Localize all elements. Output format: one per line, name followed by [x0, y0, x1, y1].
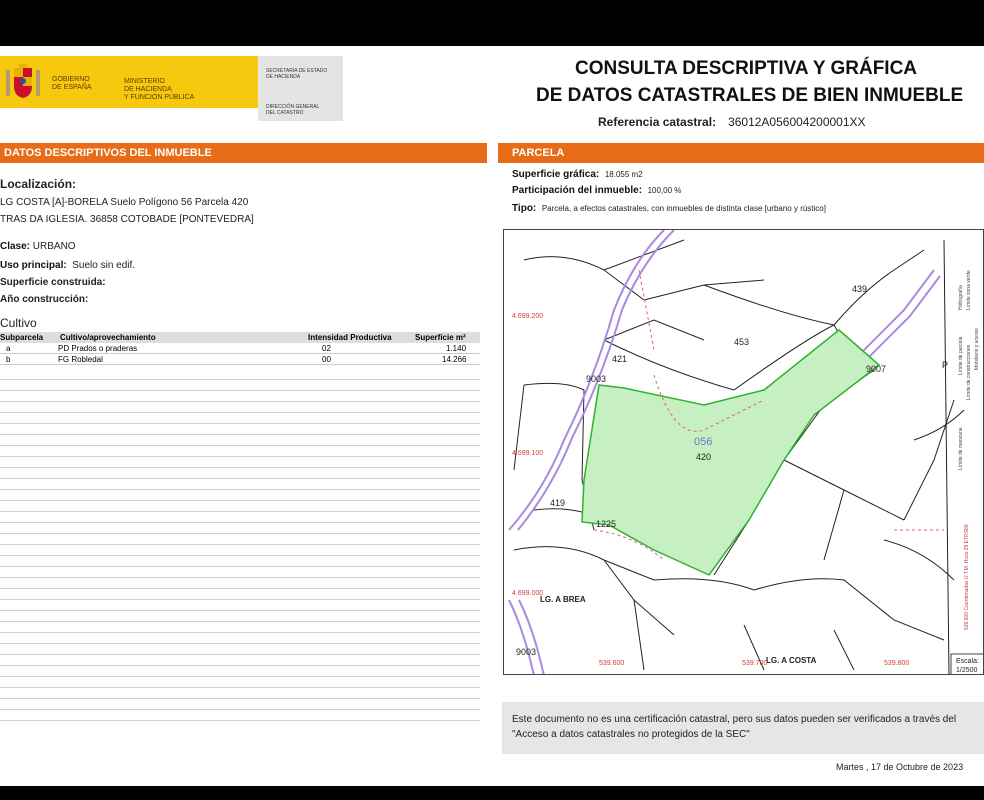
use-value: Suelo sin edif.	[72, 260, 136, 271]
col-cultivo: Cultivo/aprovechamiento	[60, 333, 156, 342]
cell-superficie: 1.140	[446, 344, 467, 353]
map-label-9007: 9007	[866, 364, 887, 374]
cell-intensidad: 02	[322, 344, 331, 353]
participation-label: Participación del inmueble:	[512, 185, 643, 196]
empty-table-lines	[0, 369, 480, 731]
empty-table-line	[0, 391, 480, 402]
coord-y-4699100: 4.699.100	[512, 450, 544, 457]
participation-row	[512, 185, 681, 196]
logo-text-direccion-2: DEL CATASTRO	[266, 110, 304, 116]
class-row	[0, 241, 76, 252]
empty-table-line	[0, 666, 480, 677]
coord-x-539600: 539.600	[599, 660, 625, 667]
empty-table-line	[0, 512, 480, 523]
legend-limite-parcela: Límite de parcela	[958, 336, 964, 375]
cadastral-reference-value: 36012A056004200001XX	[728, 115, 866, 129]
empty-table-line	[0, 479, 480, 490]
col-intensidad: Intensidad Productiva	[308, 333, 392, 342]
empty-table-line	[0, 446, 480, 457]
participation-value: 100,00 %	[647, 186, 682, 195]
empty-table-line	[0, 622, 480, 633]
map-label-453: 453	[734, 337, 750, 347]
built-area-label: Superficie construida:	[0, 277, 106, 288]
type-label: Tipo:	[512, 203, 537, 214]
logo-text-direccion-1: DIRECCIÓN GENERAL	[266, 104, 320, 110]
empty-table-line	[0, 600, 480, 611]
empty-table-line	[0, 457, 480, 468]
table-row	[0, 354, 480, 365]
document-date: Martes , 17 de Octubre de 2023	[836, 762, 964, 772]
cadastral-document	[0, 46, 984, 786]
col-superficie: Superficie m²	[415, 333, 466, 342]
map-label-a-brea: LG. A BREA	[540, 595, 586, 604]
empty-table-line	[0, 677, 480, 688]
empty-table-line	[0, 424, 480, 435]
empty-table-line	[0, 413, 480, 424]
legend-mobiliario: Mobiliario y aceras	[974, 328, 980, 370]
section-bar-descriptive-data: DATOS DESCRIPTIVOS DEL INMUEBLE	[0, 143, 487, 163]
use-row	[0, 260, 135, 271]
logo-text-secretaria-2: DE HACIENDA	[266, 74, 301, 80]
location-line1: LG COSTA [A]-BORELA Suelo Polígono 56 Parcela 420	[0, 197, 249, 208]
location-label: Localización:	[0, 177, 77, 191]
crop-section-label: Cultivo	[0, 316, 37, 330]
legend-hidrografia: Hidrografía	[958, 285, 964, 310]
graphic-area-value: 18.055 m2	[604, 170, 643, 179]
logo-text-ministerio: MINISTERIO	[124, 78, 165, 85]
map-label-9003: 9003	[586, 374, 607, 384]
crop-table-header	[0, 332, 480, 343]
empty-table-line	[0, 589, 480, 600]
map-label-p: P	[942, 360, 949, 370]
map-label-420: 420	[696, 452, 712, 462]
empty-table-line	[0, 710, 480, 721]
cell-superficie: 14.266	[442, 355, 467, 364]
logo-text-de-hacienda: DE HACIENDA	[124, 86, 172, 93]
map-label-1225: 1225	[596, 519, 617, 529]
location-line2: TRAS DA IGLESIA. 36858 COTOBADE [PONTEVEDRA]	[0, 214, 254, 225]
empty-table-line	[0, 380, 480, 391]
legend-limite-zona: Límite zona verde	[966, 270, 972, 310]
coord-y-4699000: 4.699.000	[512, 590, 544, 597]
empty-table-line	[0, 556, 480, 567]
map-label-056: 056	[694, 436, 713, 448]
parcel-420-area[interactable]	[582, 330, 879, 575]
use-label: Uso principal:	[0, 260, 67, 271]
logo-text-funcion-publica: Y FUNCIÓN PÚBLICA	[124, 94, 195, 101]
document-title-line2: DE DATOS CATASTRALES DE BIEN INMUEBLE	[536, 85, 964, 106]
government-logo	[0, 56, 343, 121]
legend-limite-manzana: Límite de manzana	[958, 427, 964, 470]
cadastral-reference-label: Referencia catastral:	[598, 115, 717, 129]
map-label-439: 439	[852, 284, 868, 294]
construction-year-label: Año construcción:	[0, 294, 89, 305]
type-value: Parcela, a efectos catastrales, con inmuebles de distinta clase [urbano y rústico]	[541, 204, 826, 213]
empty-table-line	[0, 633, 480, 644]
graphic-area-row	[512, 169, 643, 180]
logo-text-de-espana: DE ESPAÑA	[52, 84, 92, 91]
empty-table-line	[0, 567, 480, 578]
table-row	[0, 343, 480, 354]
section-bar-parcel: PARCELA	[498, 143, 984, 163]
scale-value: 1/2500	[956, 667, 978, 674]
type-row	[512, 203, 826, 214]
legend-coordinates: 539.800 Coordenadas U.T.M. Huso 29 ETRS89	[964, 524, 970, 630]
cadastral-reference	[598, 115, 866, 129]
empty-table-line	[0, 468, 480, 479]
empty-table-line	[0, 611, 480, 622]
map-label-a-costa: LG. A COSTA	[766, 656, 817, 665]
map-label-421: 421	[612, 354, 628, 364]
disclaimer-note: Este documento no es una certificación catastral, pero sus datos pueden ser verificados a través del "Acceso a datos catastrales no protegidos de la SEC"	[502, 702, 984, 754]
class-label: Clase:	[0, 241, 31, 252]
document-title-line1: CONSULTA DESCRIPTIVA Y GRÁFICA	[575, 58, 918, 79]
map-label-419: 419	[550, 498, 566, 508]
cell-cultivo: FG Robledal	[58, 355, 103, 364]
empty-table-line	[0, 534, 480, 545]
coat-of-arms-icon	[4, 64, 42, 100]
cell-subparcela: a	[6, 344, 11, 353]
empty-table-line	[0, 402, 480, 413]
empty-table-line	[0, 501, 480, 512]
map-label-9003b: 9003	[516, 647, 537, 657]
cell-intensidad: 00	[322, 355, 331, 364]
logo-text-gobierno: GOBIERNO	[52, 76, 90, 83]
empty-table-line	[0, 545, 480, 556]
coord-x-539700: 539.700	[742, 660, 768, 667]
empty-table-line	[0, 688, 480, 699]
empty-table-line	[0, 523, 480, 534]
cell-subparcela: b	[6, 355, 11, 364]
empty-table-line	[0, 578, 480, 589]
empty-table-line	[0, 435, 480, 446]
class-value: URBANO	[32, 241, 76, 252]
empty-table-line	[0, 655, 480, 666]
coord-y-4699200: 4.699.200	[512, 313, 544, 320]
empty-table-line	[0, 490, 480, 501]
cell-cultivo: PD Prados o praderas	[58, 344, 138, 353]
graphic-area-label: Superficie gráfica:	[512, 169, 600, 180]
empty-table-line	[0, 644, 480, 655]
scale-label: Escala:	[956, 658, 979, 665]
logo-text-secretaria-1: SECRETARÍA DE ESTADO	[266, 68, 328, 74]
col-subparcela: Subparcela	[0, 333, 44, 342]
crop-table	[0, 332, 480, 365]
parcel-map[interactable]	[503, 229, 984, 675]
coord-x-539800: 539.800	[884, 660, 910, 667]
empty-table-line	[0, 699, 480, 710]
empty-table-line	[0, 369, 480, 380]
legend-limite-construcciones: Límite de construcciones	[966, 344, 972, 400]
